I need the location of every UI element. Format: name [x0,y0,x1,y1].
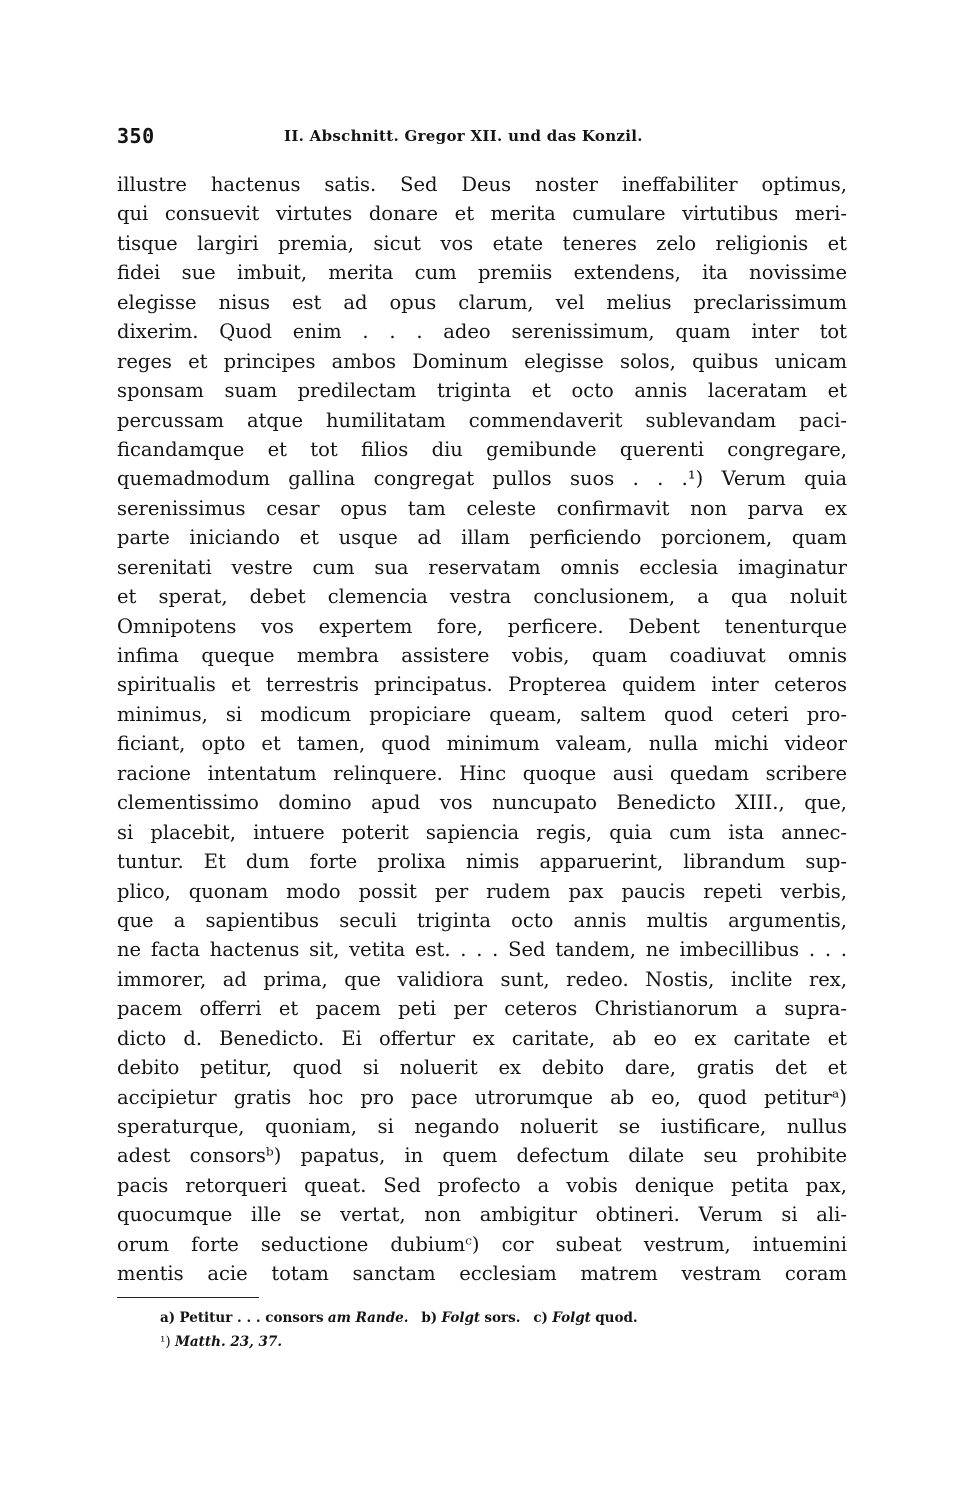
text-line: qui consuevit virtutes donare et merita cumulare virtutibus meri- [117,202,847,226]
page-header [117,124,847,152]
footnote-b-marker: b) [421,1310,438,1326]
text-line: dixerim. Quod enim . . . adeo serenissimum, quam inter tot [117,320,847,344]
text-line: sponsam suam predilectam triginta et octo annis laceratam et [117,379,847,403]
footnote-line-letters [160,1306,800,1330]
footnote-c-source: Folgt [552,1310,591,1326]
footnote-rule [117,1297,259,1298]
text-line: pacem offerri et pacem peti per ceteros Christianorum a supra- [117,997,847,1021]
footnotes [160,1306,800,1354]
text-line: racione intentatum relinquere. Hinc quoque ausi quedam scribere [117,761,847,785]
text-line: serenissimus cesar opus tam celeste confirmavit non parva ex [117,496,847,520]
footnote-a-text: Petitur . . . consors [179,1310,324,1326]
text-line: ficandamque et tot filios diu gemibunde querenti congregare, [117,437,847,461]
text-line: quemadmodum gallina congregat pullos suos . . .¹) Verum quia [117,467,847,491]
body-text [117,170,847,1289]
text-line: ne facta hactenus sit, vetita est. . . . Sed tandem, ne imbecillibus . . . [117,938,847,962]
footnote-a-marker: a) [160,1310,176,1326]
text-line: orum forte seductione dubiumᶜ) cor subeat vestrum, intuemini [117,1232,847,1256]
text-line: debito petitur, quod si noluerit ex debito dare, gratis det et [117,1056,847,1080]
footnote-1-text: Matth. 23, 37. [174,1334,283,1350]
text-line: que a sapientibus seculi triginta octo annis multis argumentis, [117,908,847,932]
footnote-c-marker: c) [533,1310,548,1326]
text-line: pacis retorqueri queat. Sed profecto a vobis denique petita pax, [117,1173,847,1197]
footnote-line-1 [160,1330,800,1354]
footnote-1-marker: ¹) [160,1334,171,1350]
text-line: clementissimo domino apud vos nuncupato Benedicto XIII., que, [117,791,847,815]
text-line: serenitati vestre cum sua reservatam omnis ecclesia imaginatur [117,555,847,579]
text-line: illustre hactenus satis. Sed Deus noster ineffabiliter optimus, [117,173,847,196]
text-line: dicto d. Benedicto. Ei offertur ex caritate, ab eo ex caritate et [117,1026,847,1050]
footnote-c-text: quod. [595,1310,638,1326]
text-line: si placebit, intuere poterit sapiencia regis, quia cum ista annec- [117,820,847,844]
text-line: ficiant, opto et tamen, quod minimum valeam, nulla michi videor [117,732,847,756]
text-line: spiritualis et terrestris principatus. Propterea quidem inter ceteros [117,673,847,697]
footnote-b-text: sors. [484,1310,521,1326]
text-line: parte iniciando et usque ad illam perficiendo porcionem, quam [117,526,847,550]
text-line: et sperat, debet clemencia vestra conclusionem, a qua noluit [117,585,847,609]
text-line: minimus, si modicum propiciare queam, saltem quod ceteri pro- [117,702,847,726]
text-line: elegisse nisus est ad opus clarum, vel melius preclarissimum [117,290,847,314]
text-line: adest consorsᵇ) papatus, in quem defectum dilate seu prohibite [117,1144,847,1168]
text-line: tisque largiri premia, sicut vos etate teneres zelo religionis et [117,231,847,255]
text-line: fidei sue imbuit, merita cum premiis extendens, ita novissime [117,261,847,285]
text-line: percussam atque humilitatam commendaverit sublevandam paci- [117,408,847,432]
text-line: mentis acie totam sanctam ecclesiam matrem vestram coram [117,1262,847,1286]
text-line: speraturque, quoniam, si negando noluerit se iustificare, nullus [117,1115,847,1138]
text-line: immorer, ad prima, que validiora sunt, redeo. Nostis, inclite rex, [117,967,847,991]
text-line: reges et principes ambos Dominum elegisse solos, quibus unicam [117,349,847,373]
text-line: tuntur. Et dum forte prolixa nimis apparuerint, librandum sup- [117,850,847,874]
text-line: accipietur gratis hoc pro pace utrorumque ab eo, quod petiturᵃ) [117,1085,847,1109]
page-number: 350 [117,124,155,148]
text-line: plico, quonam modo possit per rudem pax paucis repeti verbis, [117,879,847,903]
footnote-b-source: Folgt [441,1310,481,1326]
text-line: quocumque ille se vertat, non ambigitur obtineri. Verum si ali- [117,1203,847,1227]
running-head: II. Abschnitt. Gregor XII. und das Konzil. [284,127,643,145]
text-line: Omnipotens vos expertem fore, perficere. Debent tenenturque [117,614,847,638]
footnote-a-source: am Rande. [327,1310,409,1326]
text-line: infima queque membra assistere vobis, quam coadiuvat omnis [117,644,847,667]
